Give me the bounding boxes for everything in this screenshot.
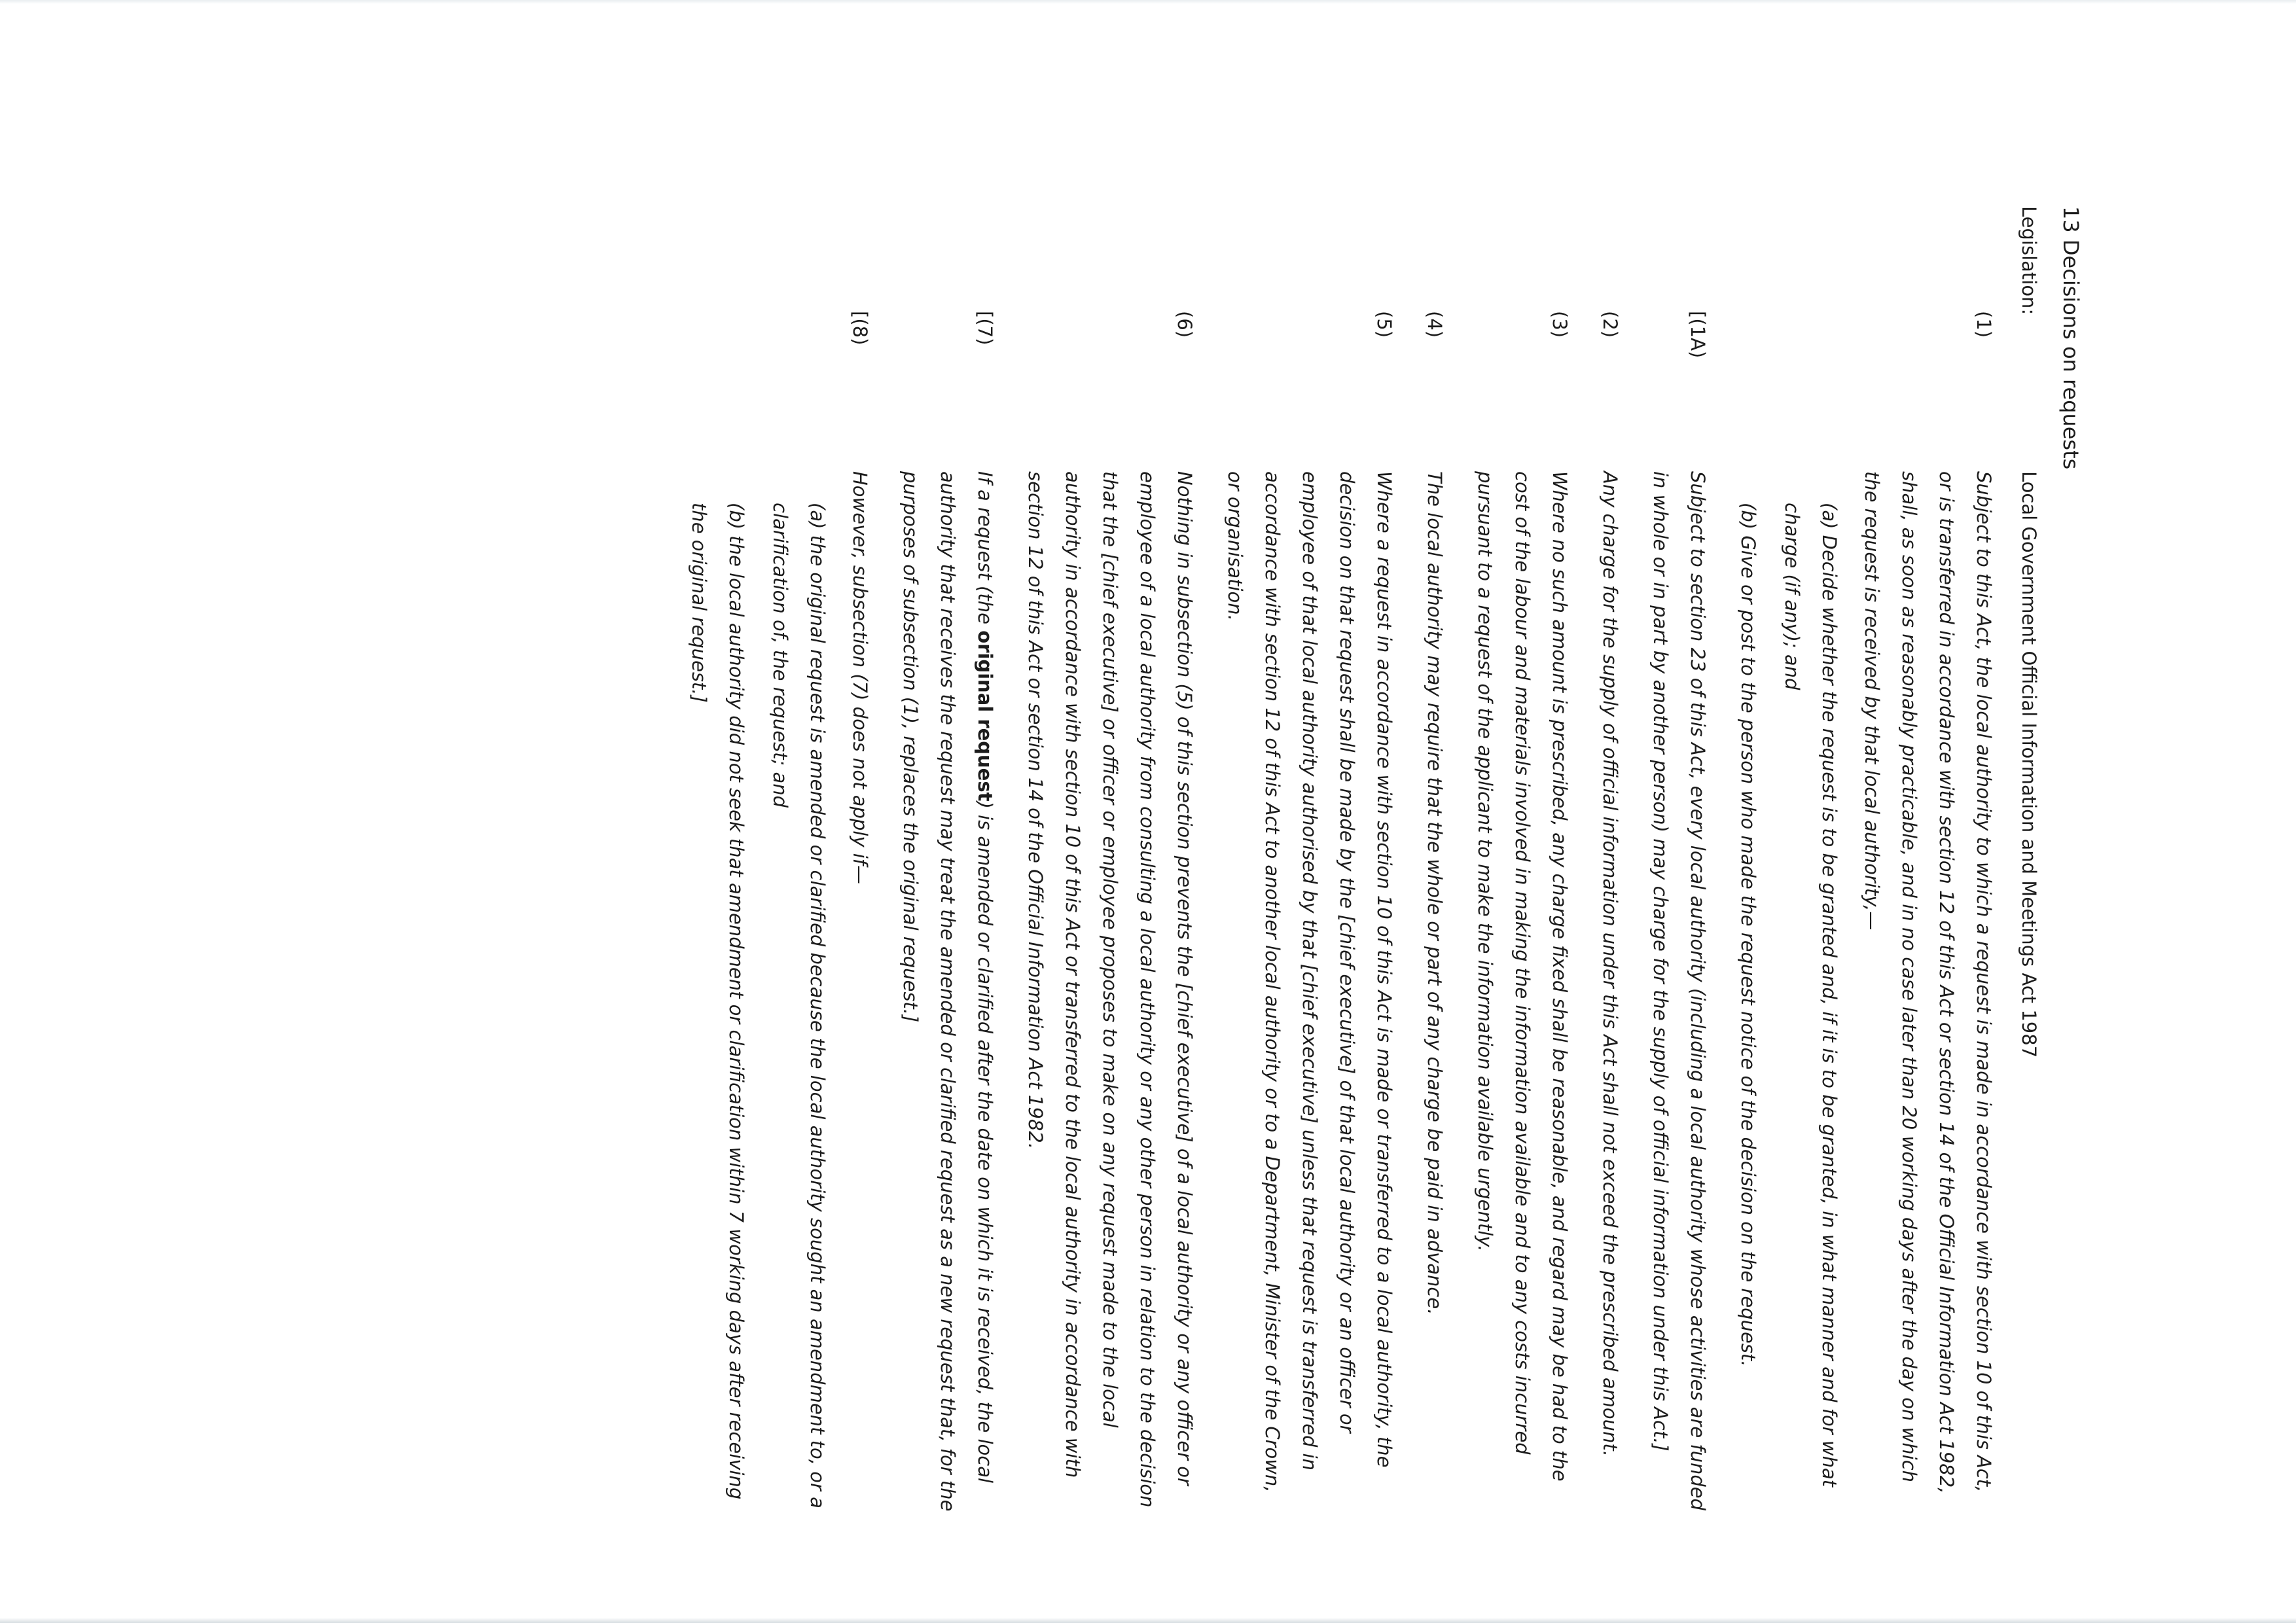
subsection-8 [680,206,878,1515]
document-page [563,206,2088,1515]
paragraph-b: (b) Give or post to the person who made the request notice of the decision on the request. [1737,503,1759,1367]
subsection-number: [(8) [849,311,871,346]
subsection-text: Any charge for the supply of official information under this Act shall not exceed the prescribed amount. [1599,471,1621,1457]
subsection-number: [(7) [974,311,996,346]
subsection-number: (3) [1549,311,1571,338]
subsection-number: (5) [1373,311,1395,338]
scan-edge-top [0,0,2296,4]
subsection-number: (4) [1424,311,1446,338]
paragraph-b: (b) the local authority did not seek that amendment or clarification within 7 working days after receiving the original request.] [688,503,747,1500]
subsection-3 [1466,206,1578,1515]
subsection-1 [1729,206,2002,1515]
subsection-text: The local authority may require that the whole or part of any charge be paid in advance. [1424,471,1446,1315]
subsection-2 [1591,206,1628,1515]
legislation-value: Local Government Official Information and Meetings Act 1987 [2018,471,2040,1058]
scan-edge-bottom [0,1618,2296,1623]
subsection-number: (1) [1973,311,1995,338]
defined-term: original request [974,630,996,802]
subsection-text: Subject to section 23 of this Act, every local authority (including a local authority whose activities are funded in whole or in part by another person) may charge for the supply of official information under this Act.] [1649,471,1709,1511]
subsection-text: Where no such amount is prescribed, any charge fixed shall be reasonable, and regard may be had to the cost of the labour and materials involved in making the information available and to any costs incurred pursuant to a request of the applicant to make the information available urgently. [1474,471,1571,1482]
legislation-row [2010,206,2047,1515]
subsection-number: (6) [1174,311,1196,338]
section-title: 13 Decisions on requests [2058,206,2083,470]
legislation-label: Legislation: [2018,206,2040,315]
subsection-4 [1416,206,1453,1515]
subsection-5 [1216,206,1403,1515]
subsection-7 [891,206,1003,1515]
subsection-text: Nothing in subsection (5) of this section prevents the [chief executive] of a local authority or any officer or employee of a local authority from consulting a local authority or any other person in relation to the decision that the [chief executive] or officer or employee proposes to make on any request made to the local authority in accordance with section 10 of this Act or transferred to the local authority in accordance with section 12 of this Act or section 14 of the Official Information Act 1982. [1024,471,1196,1508]
subsection-text: However, subsection (7) does not apply if— [849,471,871,884]
paragraph-a: (a) the original request is amended or clarified because the local authority sought an amendment to, or a clarification of, the request; and [769,503,829,1508]
subsection-1a [1641,206,1716,1515]
subsection-6 [1016,206,1203,1515]
subsection-number: [(1A) [1687,311,1709,359]
subsection-body [680,471,878,1515]
subsection-text: Where a request in accordance with section 10 of this Act is made or transferred to a local authority, the decision on that request shall be made by the [chief executive] of that local authority or an officer or employee of that local authority authorised by that [chief executive] unless that request is transferred in accordance with section 12 of this Act to another local authority or to a Department, Minister of the Crown, or organisation. [1224,471,1395,1493]
subsection-number: (2) [1599,311,1621,338]
text-before-defined-term: If a request (the [974,471,996,631]
paragraph-a: (a) Decide whether the request is to be granted and, if it is to be granted, in what manner and for what charge (if any); and [1781,503,1840,1488]
text-after-defined-term: ) is amended or clarified after the date on which it is received, the local authority that receives the request may treat the amended or clarified request as a new request that, for the purposes of subsection (1), replaces the original request.] [899,471,996,1512]
subsection-text [891,471,1003,1515]
subsection-body [1729,471,2002,1515]
subsection-text: Subject to this Act, the local authority to which a request is made in accordance with section 10 of this Act, or is transferred in accordance with section 12 of this Act or section 14 of the Official Information Act 1982, shall, as soon as reasonably practicable, and in no case later than 20 working days after the day on which the request is received by that local authority,— [1861,471,1995,1494]
